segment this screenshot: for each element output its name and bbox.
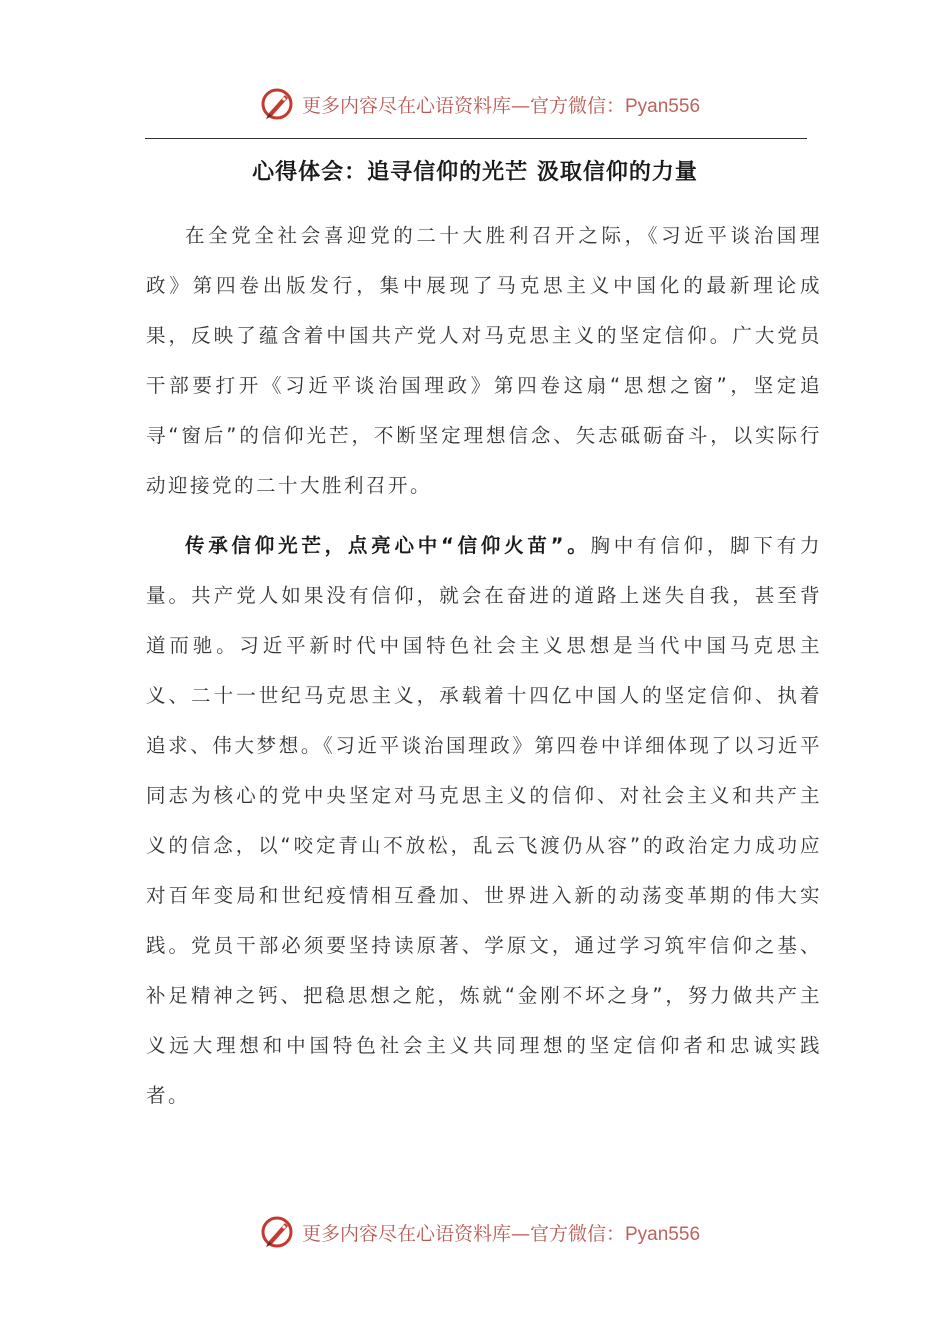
- paragraph-text: 胸中有信仰，脚下有力量。共产党人如果没有信仰，就会在奋进的道路上迷失自我，甚至背道而驰。习近平新时代中国特色社会主义思想是当代中国马克思主义、二十一世纪马克思主义，承载着十四亿中国人的坚定信仰、执着追求、伟大梦想。《习近平谈治国理政》第四卷中详细体现了以习近平同志为核心的党中央坚定对马克思主义的信仰、对社会主义和共产主义的信念，以“咬定青山不放松，乱云飞渡仍从容”的政治定力成功应对百年变局和世纪疫情相互叠加、世界进入新的动荡变革期的伟大实践。党员干部必须要坚持读原著、学原文，通过学习筑牢信仰之基、补足精神之钙、把稳思想之舵，炼就“金刚不坏之身”，努力做共产主义远大理想和中国特色社会主义共同理想的坚定信仰者和忠诚实践者。: [146, 534, 822, 1107]
- paragraph-section-1: [146, 521, 822, 1121]
- footer-banner: [0, 1212, 950, 1252]
- header-wechat-id: Pyan556: [625, 95, 701, 117]
- header-banner-content: [260, 86, 700, 122]
- document-title: 心得体会：追寻信仰的光芒 汲取信仰的力量: [252, 160, 698, 185]
- footer-banner-text: 更多内容尽在心语资料库—官方微信：Pyan556: [301, 1222, 701, 1245]
- footer-wechat-id: Pyan556: [625, 1223, 701, 1245]
- paragraph-lead-bold: 传承信仰光芒，点亮心中“信仰火苗”。: [185, 534, 591, 557]
- footer-banner-content: [260, 1214, 700, 1250]
- header-divider: [145, 138, 807, 139]
- pen-nib-circle-icon: [260, 1214, 296, 1250]
- document-body: [146, 211, 822, 1121]
- paragraph-intro: [146, 211, 822, 511]
- header-banner-text: 更多内容尽在心语资料库—官方微信：Pyan556: [301, 94, 701, 117]
- header-banner: [0, 84, 950, 124]
- pen-nib-circle-icon: [260, 86, 296, 122]
- paragraph-text: 在全党全社会喜迎党的二十大胜利召开之际，《习近平谈治国理政》第四卷出版发行，集中展现了马克思主义中国化的最新理论成果，反映了蕴含着中国共产党人对马克思主义的坚定信仰。广大党员干部要打开《习近平谈治国理政》第四卷这扇“思想之窗”，坚定追寻“窗后”的信仰光芒，不断坚定理想信念、矢志砥砺奋斗，以实际行动迎接党的二十大胜利召开。: [146, 224, 822, 497]
